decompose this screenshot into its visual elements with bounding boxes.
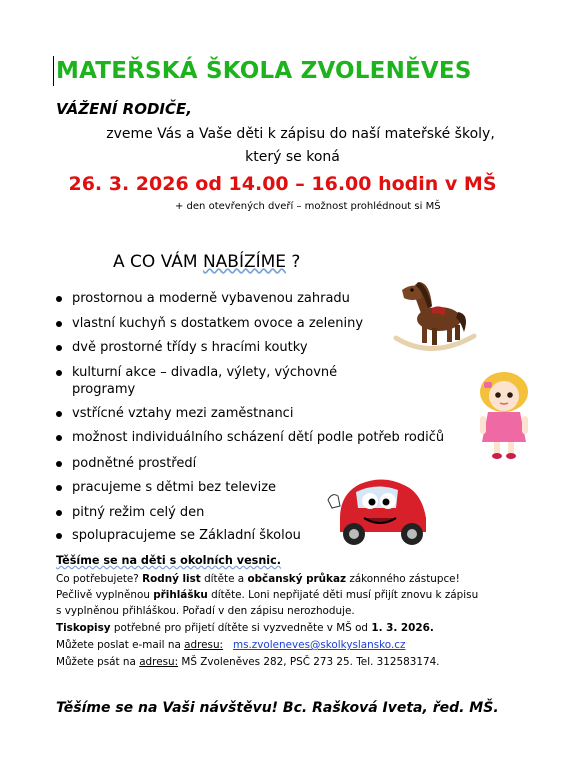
email-lead: Můžete poslat e-mail na [56, 639, 185, 651]
footer-line-order: s vyplněnou přihláškou. Pořadí v den zápisu nerozhoduje. [56, 605, 355, 617]
email-lead-underlined: adresu: [184, 639, 224, 651]
benefit-text: pracujeme s dětmi bez televize [72, 480, 277, 495]
post-lead-underlined: adresu: [139, 656, 179, 668]
footer-line-docs [56, 571, 460, 587]
offer-prefix: A CO VÁM [113, 252, 203, 272]
bullet-icon [56, 510, 62, 516]
doc-birth-cert: Rodný list [142, 573, 201, 585]
benefit-text: dvě prostorné třídy s hracími koutky [72, 340, 308, 355]
post-address: MŠ Zvoleněves 282, PSČ 273 25. Tel. 312583174. [178, 656, 440, 668]
benefit-text: spolupracujeme se Základní školou [72, 528, 301, 543]
doll-icon [474, 368, 534, 460]
bullet-icon [56, 461, 62, 467]
bullet-icon [56, 411, 62, 417]
benefit-text: kulturní akce – divadla, výlety, výchovné programy [72, 365, 338, 397]
open-day-note: + den otevřených dveří – možnost prohlédnout si MŠ [175, 201, 441, 212]
bullet-icon [56, 485, 62, 491]
benefit-text: vlastní kuchyň s dostatkem ovoce a zeleniny [72, 316, 364, 331]
needs-question: Co potřebujete? [56, 573, 143, 585]
bullet-icon [56, 533, 62, 539]
invite-line-1: zveme Vás a Vaše děti k zápisu do naší mateřské školy, [106, 126, 495, 142]
docs-connector: dítěte a [200, 573, 248, 585]
list-item [52, 364, 352, 405]
bullet-icon [56, 296, 62, 302]
offer-underlined: NABÍZÍME [202, 252, 287, 272]
forms-text: potřebné pro přijetí dítěte si vyzvedněte v MŠ od [110, 622, 372, 634]
forms-date: 1. 3. 2026. [371, 622, 434, 634]
benefit-text: pitný režim celý den [72, 505, 205, 520]
email-link[interactable]: ms.zvoleneves@skolkyslansko.cz [232, 639, 406, 651]
docs-end: zákonného zástupce! [346, 573, 460, 585]
rocking-horse-icon [392, 276, 478, 358]
invite-line-2: který se koná [245, 149, 340, 165]
enrollment-date: 26. 3. 2026 od 14.00 – 16.00 hodin v MŠ [68, 173, 497, 195]
forms-label: Tiskopisy [56, 622, 111, 634]
footer-line-forms [56, 620, 434, 636]
signature: Těšíme se na Vaši návštěvu! Bc. Rašková Iveta, řed. MŠ. [56, 700, 499, 716]
villages-text: Těšíme se na děti s okolních vesnic. [56, 554, 281, 567]
text-cursor [53, 56, 54, 86]
application-tail: dítěte. Loni nepřijaté děti musí přijít znovu k zápisu [207, 589, 479, 601]
footer-line-address [56, 654, 440, 670]
footer-line-application [56, 587, 478, 603]
bullet-icon [56, 321, 62, 327]
application-lead: Pečlivě vyplněnou [56, 589, 154, 601]
offer-heading [113, 252, 300, 272]
page-title: MATEŘSKÁ ŠKOLA ZVOLENĚVES [56, 58, 472, 84]
application-form: přihlášku [153, 589, 208, 601]
list-item [52, 429, 452, 455]
bullet-icon [56, 345, 62, 351]
doc-id-card: občanský průkaz [247, 573, 347, 585]
benefit-text: možnost individuálního scházení dětí podle potřeb rodičů [72, 430, 445, 445]
benefit-text: podnětné prostředí [72, 456, 197, 471]
benefit-text: prostornou a moderně vybavenou zahradu [72, 291, 350, 306]
villages-note [56, 553, 281, 569]
footer-line-email [56, 637, 405, 653]
list-item [52, 405, 452, 429]
cartoon-car-icon [326, 472, 432, 548]
benefit-text: vstřícné vztahy mezi zaměstnanci [72, 406, 294, 421]
greeting: VÁŽENÍ RODIČE, [56, 100, 192, 118]
bullet-icon [56, 370, 62, 376]
bullet-icon [56, 435, 62, 441]
offer-suffix: ? [286, 252, 301, 272]
post-lead: Můžete psát na [56, 656, 140, 668]
